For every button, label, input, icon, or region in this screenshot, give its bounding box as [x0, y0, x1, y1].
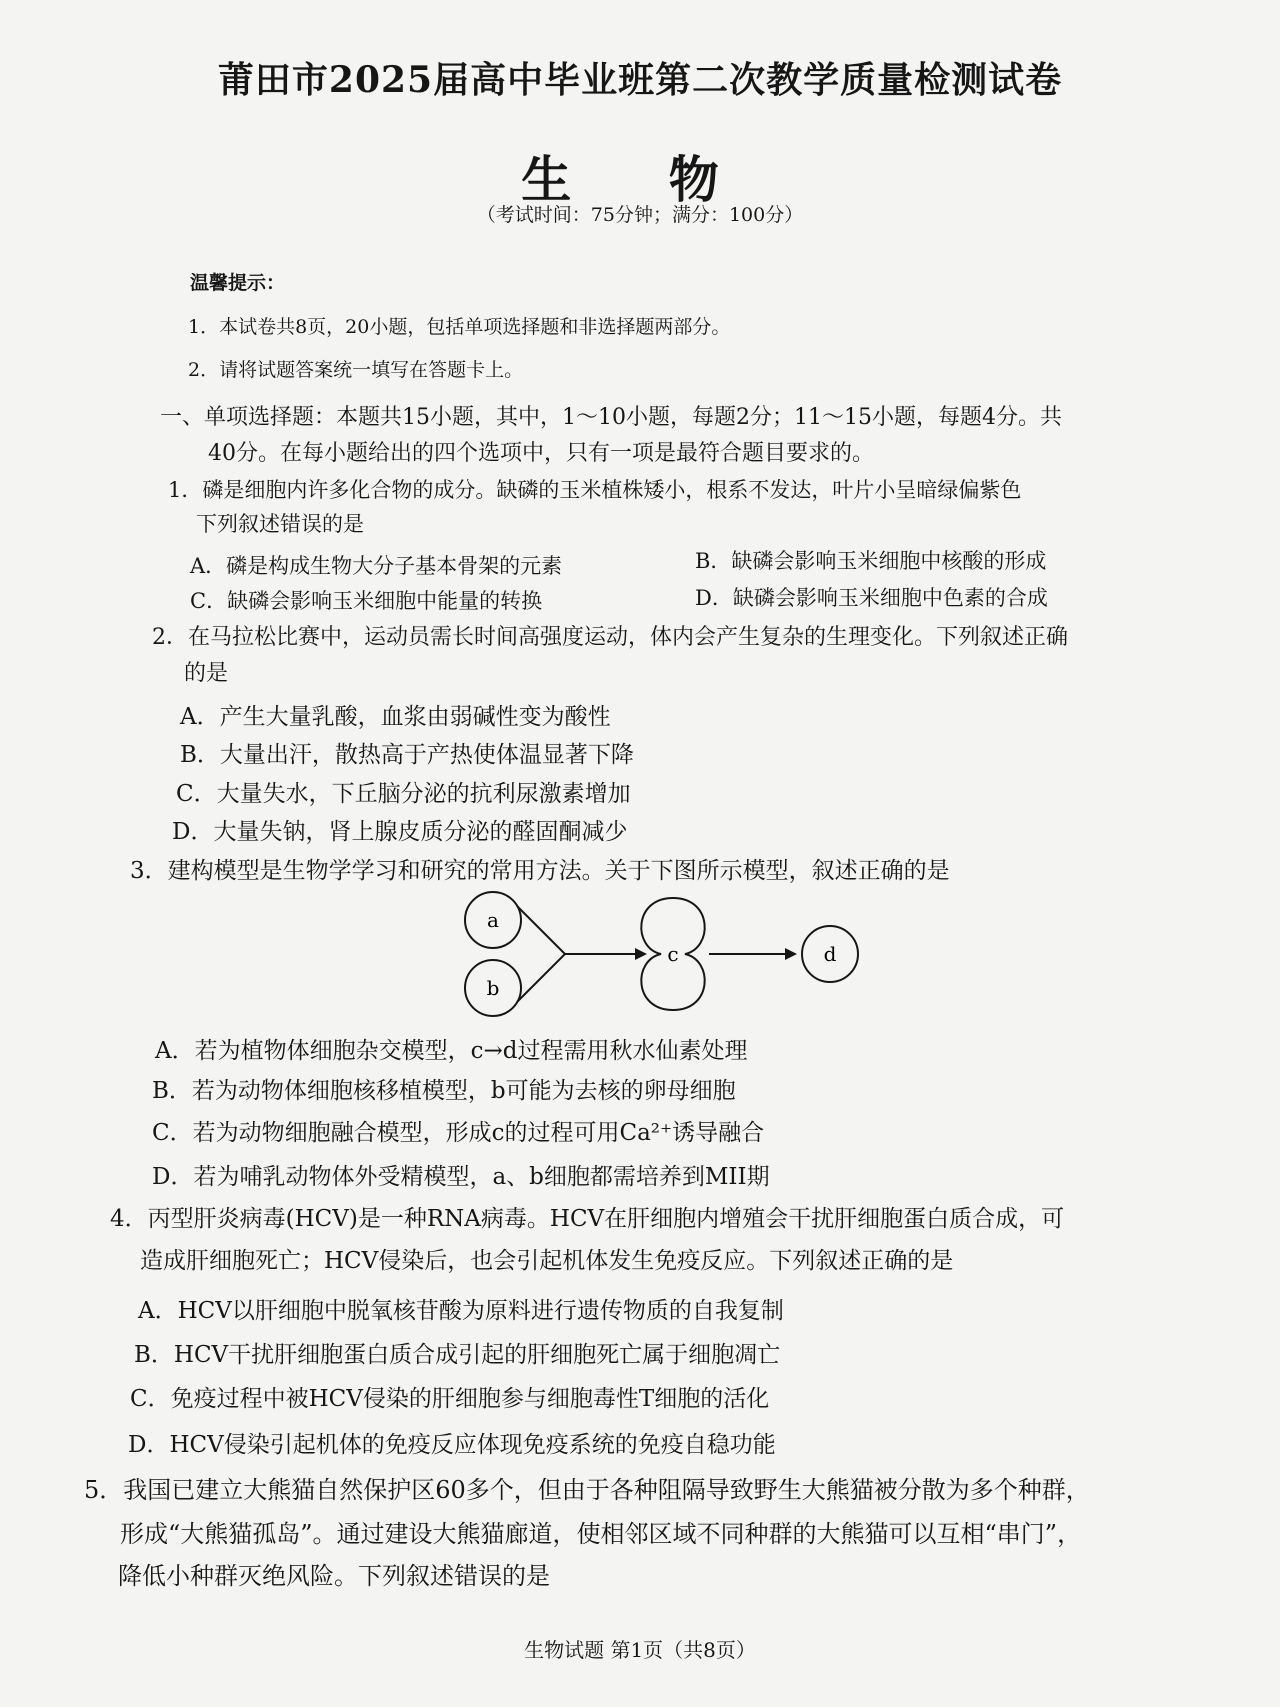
question-1-stem-cont: 下列叙述错误的是 [196, 512, 364, 536]
arrow-head-d [785, 948, 797, 960]
model-diagram [455, 888, 875, 1018]
question-3-option-a: A．若为植物体细胞杂交模型，c→d过程需用秋水仙素处理 [155, 1038, 748, 1064]
cell-c [641, 898, 704, 1010]
tip-item: 2．请将试题答案统一填写在答题卡上。 [188, 359, 524, 381]
question-3-option-c: C．若为动物细胞融合模型，形成c的过程可用Ca²⁺诱导融合 [152, 1120, 765, 1146]
page-footer: 生物试题 第1页（共8页） [524, 1638, 756, 1662]
question-4-stem-cont: 造成肝细胞死亡；HCV侵染后，也会引起机体发生免疫反应。下列叙述正确的是 [140, 1248, 954, 1274]
cell-a-label: a [487, 908, 499, 932]
question-4-option-d: D．HCV侵染引起机体的免疫反应体现免疫系统的免疫自稳功能 [128, 1432, 776, 1458]
exam-info: （考试时间：75分钟；满分：100分） [476, 204, 804, 226]
question-3-option-d: D．若为哺乳动物体外受精模型，a、b细胞都需培养到MII期 [152, 1164, 770, 1190]
question-2-option-d: D．大量失钠，肾上腺皮质分泌的醛固酮减少 [172, 819, 628, 845]
tips-heading: 温馨提示： [190, 272, 286, 294]
question-3-option-b: B．若为动物体细胞核移植模型，b可能为去核的卵母细胞 [152, 1078, 736, 1104]
question-1-option-a: A．磷是构成生物大分子基本骨架的元素 [190, 554, 563, 578]
question-4-option-a: A．HCV以肝细胞中脱氧核苷酸为原料进行遗传物质的自我复制 [138, 1298, 784, 1324]
question-4-option-c: C．免疫过程中被HCV侵染的肝细胞参与细胞毒性T细胞的活化 [130, 1386, 770, 1412]
question-4-option-b: B．HCV干扰肝细胞蛋白质合成引起的肝细胞死亡属于细胞凋亡 [134, 1342, 781, 1368]
cell-b [465, 960, 521, 1016]
cell-c-label: c [667, 942, 679, 966]
question-3-stem: 3．建构模型是生物学学习和研究的常用方法。关于下图所示模型，叙述正确的是 [130, 858, 950, 884]
question-2-option-c: C．大量失水，下丘脑分泌的抗利尿激素增加 [176, 781, 631, 807]
arrow-head-c [635, 948, 647, 960]
cell-d-label: d [823, 942, 837, 966]
question-1-stem: 1．磷是细胞内许多化合物的成分。缺磷的玉米植株矮小，根系不发达，叶片小呈暗绿偏紫色 [168, 478, 1022, 502]
question-1-option-d: D．缺磷会影响玉米细胞中色素的合成 [695, 586, 1048, 610]
section-heading: 一、单项选择题：本题共15小题，其中，1～10小题，每题2分；11～15小题，每题4分。共 [160, 405, 1062, 430]
question-1-option-c: C．缺磷会影响玉米细胞中能量的转换 [190, 589, 543, 613]
question-5-stem-cont: 降低小种群灭绝风险。下列叙述错误的是 [118, 1562, 550, 1590]
cell-a [465, 892, 521, 948]
question-1-option-b: B．缺磷会影响玉米细胞中核酸的形成 [695, 549, 1047, 573]
question-5-stem-cont: 形成“大熊猫孤岛”。通过建设大熊猫廊道，使相邻区域不同种群的大熊猫可以互相“串门”， [120, 1520, 1082, 1548]
cell-b-label: b [486, 976, 500, 1000]
cell-d [802, 926, 858, 982]
question-2-option-a: A．产生大量乳酸，血浆由弱碱性变为酸性 [180, 704, 611, 730]
exam-title: 莆田市2025届高中毕业班第二次教学质量检测试卷 [217, 59, 1063, 101]
question-2-stem-cont: 的是 [184, 661, 229, 686]
subject-title: 生 物 [521, 150, 759, 209]
question-4-stem: 4．丙型肝炎病毒(HCV)是一种RNA病毒。HCV在肝细胞内增殖会干扰肝细胞蛋白质合成，可 [110, 1206, 1065, 1232]
question-2-option-b: B．大量出汗，散热高于产热使体温显著下降 [180, 742, 634, 768]
merge-lines [517, 906, 565, 1002]
question-2-stem: 2．在马拉松比赛中，运动员需长时间高强度运动，体内会产生复杂的生理变化。下列叙述正确 [152, 625, 1069, 650]
question-5-stem: 5．我国已建立大熊猫自然保护区60多个，但由于各种阻隔导致野生大熊猫被分散为多个种群， [84, 1476, 1090, 1504]
tip-item: 1．本试卷共8页，20小题，包括单项选择题和非选择题两部分。 [188, 316, 731, 338]
section-heading-cont: 40分。在每小题给出的四个选项中，只有一项是最符合题目要求的。 [208, 441, 874, 466]
